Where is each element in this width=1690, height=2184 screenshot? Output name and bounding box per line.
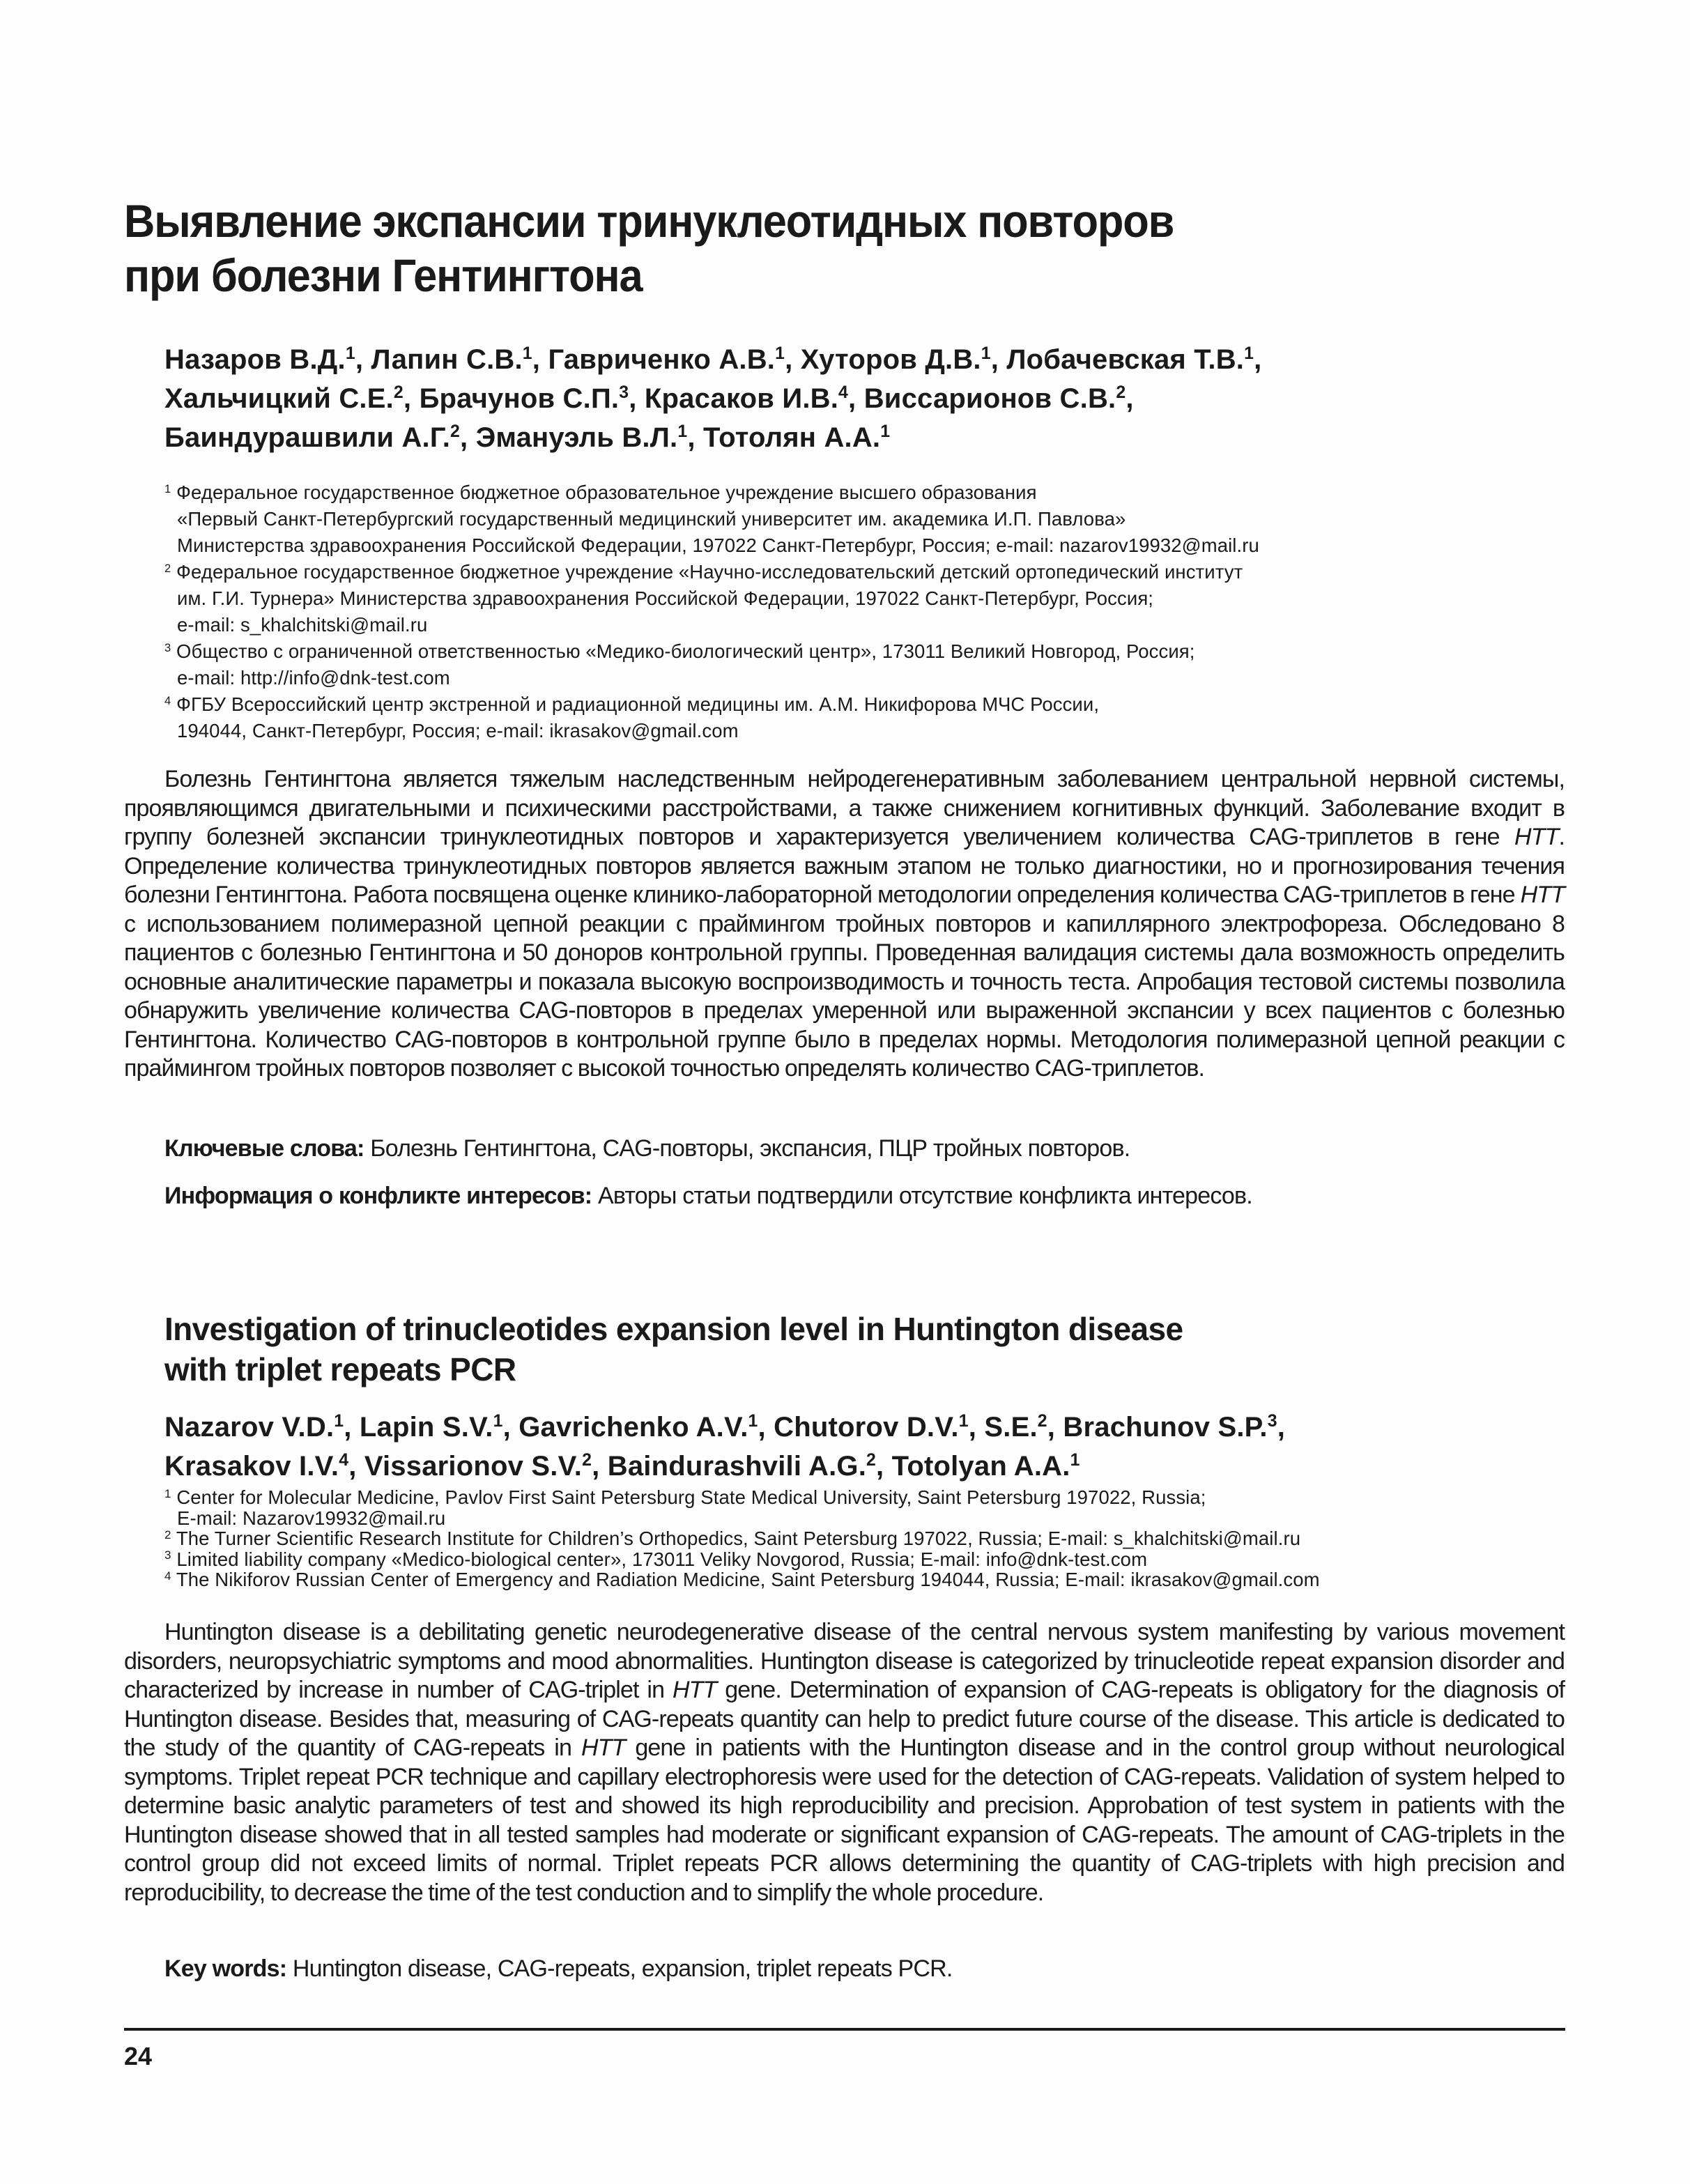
russian-title bbox=[124, 194, 1420, 302]
author bbox=[360, 1412, 503, 1443]
author-name: Nazarov V.D. bbox=[164, 1412, 335, 1443]
english-keywords-text: Huntington disease, CAG-repeats, expansion, triplet repeats PCR. bbox=[286, 1955, 953, 1982]
affiliation-marker: 1 bbox=[958, 1412, 969, 1431]
author-name: Брачунов С.П. bbox=[419, 383, 620, 414]
affiliation-text: Федеральное государственное бюджетное учреждение «Научно-исследовательский детский ортопедический институт bbox=[176, 561, 1243, 583]
affiliation-number: 2 bbox=[164, 562, 171, 575]
russian-title-line-1: Выявление экспансии тринуклеотидных повторов bbox=[124, 195, 1174, 247]
author-name: Krasakov I.V. bbox=[164, 1451, 339, 1482]
affiliation-text: The Turner Scientific Research Institute for Children’s Orthopedics, Saint Petersburg 197022, Russia; E-mail: s_khalchitski@mail.ru bbox=[176, 1528, 1301, 1549]
affiliation-marker: 1 bbox=[1070, 1451, 1080, 1470]
affiliation-number: 3 bbox=[164, 641, 171, 654]
affiliation-text: E-mail: Nazarov19932@mail.ru bbox=[177, 1507, 446, 1529]
author-name: S.E. bbox=[984, 1412, 1038, 1443]
affiliation-marker: 2 bbox=[450, 422, 461, 442]
english-abstract bbox=[124, 1618, 1565, 1907]
affiliation-text: The Nikiforov Russian Center of Emergency and Radiation Medicine, Saint Petersburg 194044, Russia; E-mail: ikrasakov@gmail.com bbox=[176, 1569, 1320, 1590]
russian-title-line-2: при болезни Гентингтона bbox=[124, 249, 643, 301]
russian-abstract-paragraph: Болезнь Гентингтона является тяжелым наследственным нейродегенеративным заболеванием центральной нервной системы, проявляющимся двигательными и психическими расстройствами, а также снижением когнитивных функций. Заболевание входит в группу болезней экспансии тринуклеотидных повторов и характеризуется увеличением количества CAG-триплетов в гене HTT. Определение количества тринуклеотидных повторов является важным этапом не только диагностики, но и прогнозирования течения болезни Гентингтона. Работа посвящена оценке клинико-лабораторной методологии определения количества CAG-триплетов в гене HTT с использованием полимеразной цепной реакции с праймингом тройных повторов и капиллярного электрофореза. Обследовано 8 пациентов с болезнью Гентингтона и 50 доноров контрольной группы. Проведенная валидация системы дала возможность определить основные аналитические параметры и показала высокую воспроизводимость и точность теста. Апробация тестовой системы позволила обнаружить увеличение количества CAG-повторов в пределах умеренной или выраженной экспансии у всех пациентов с болезнью Гентингтона. Количество CAG-повторов в контрольной группе было в пределах нормы. Методология полимеразной цепной реакции с праймингом тройных повторов позволяет с высокой точностью определять количество CAG-триплетов. bbox=[124, 766, 1565, 1082]
affiliation-text: e-mail: http://info@dnk-test.com bbox=[177, 667, 450, 689]
author bbox=[892, 1451, 1080, 1482]
affiliation-marker: 2 bbox=[866, 1451, 877, 1470]
english-keywords-label: Key words: bbox=[164, 1955, 287, 1982]
author-name: Chutorov D.V. bbox=[774, 1412, 959, 1443]
affiliation-line bbox=[164, 1528, 1523, 1549]
english-title-line-2: with triplet repeats PCR bbox=[164, 1351, 516, 1387]
affiliation-line bbox=[164, 1508, 1523, 1529]
affiliation-marker: 1 bbox=[981, 344, 991, 364]
author bbox=[164, 1451, 348, 1482]
author bbox=[164, 1412, 344, 1443]
author-name: Эмануэль В.Л. bbox=[475, 422, 678, 453]
affiliation-marker: 1 bbox=[880, 422, 891, 442]
conflict-of-interest bbox=[164, 1181, 1558, 1210]
footer-divider bbox=[124, 2028, 1565, 2031]
affiliation-text: Министерства здравоохранения Российской Федерации, 197022 Санкт-Петербург, Россия; e-mail: nazarov19932@mail.ru bbox=[177, 535, 1259, 556]
english-author-list: Nazarov V.D.$^1$, Lapin S.V.$^1$, Gavrichenko A.V.$^1$, Chutorov D.V.$^1$, S.E.$^2$, Brachunov S.P.$^3$, Krasakov I.V.$^4$, Vissarionov S.V.$^2$, Baindurashvili A.G.$^2$, Totolyan A.A.$^1$ bbox=[164, 1412, 1286, 1482]
affiliation-line bbox=[164, 718, 1523, 744]
affiliation-number: 1 bbox=[164, 482, 171, 495]
gene-name: HTT bbox=[581, 1735, 626, 1761]
affiliation-number: 1 bbox=[164, 1486, 171, 1500]
affiliation-marker: 1 bbox=[1244, 344, 1254, 364]
affiliation-marker: 2 bbox=[582, 1451, 592, 1470]
author bbox=[420, 383, 629, 414]
english-affiliations bbox=[164, 1487, 1523, 1590]
author bbox=[518, 1412, 758, 1443]
affiliation-marker: 2 bbox=[1116, 383, 1126, 403]
affiliation-text: Center for Molecular Medicine, Pavlov First Saint Petersburg State Medical University, Saint Petersburg 197022, Russia; bbox=[176, 1486, 1206, 1508]
affiliation-marker: 2 bbox=[393, 383, 404, 403]
gene-name: HTT bbox=[672, 1677, 717, 1703]
author bbox=[608, 1451, 876, 1482]
author-name: Vissarionov S.V. bbox=[364, 1451, 583, 1482]
english-keywords bbox=[164, 1954, 1558, 1983]
affiliation-marker: 1 bbox=[775, 344, 785, 364]
author bbox=[801, 344, 991, 375]
affiliation-marker: 4 bbox=[339, 1451, 349, 1470]
author bbox=[164, 383, 404, 414]
affiliation-line bbox=[164, 1569, 1523, 1590]
affiliation-marker: 2 bbox=[1037, 1412, 1047, 1431]
affiliation-line bbox=[164, 506, 1523, 532]
author-name: Баиндурашвили А.Г. bbox=[164, 422, 451, 453]
affiliation-line bbox=[164, 1549, 1523, 1570]
affiliation-line bbox=[164, 665, 1523, 691]
author bbox=[774, 1412, 969, 1443]
english-title bbox=[164, 1309, 1489, 1390]
english-abstract-paragraph: Huntington disease is a debilitating genetic neurodegenerative disease of the central nervous system manifesting by various movement disorders, neuropsychiatric symptoms and mood abnormalities. Huntington disease is categorized by trinucleotide repeat expansion disorder and characterized by increase in number of CAG-triplet in HTT gene. Determination of expansion of CAG-repeats is obligatory for the diagnosis of Huntington disease. Besides that, measuring of CAG-repeats quantity can help to predict future course of the disease. This article is dedicated to the study of the quantity of CAG-repeats in HTT gene in patients with the Huntington disease and in the control group without neurological symptoms. Triplet repeat PCR technique and capillary electrophoresis were used for the detection of CAG-repeats. Validation of system helped to determine basic analytic parameters of test and showed its high reproducibility and precision. Approbation of test system in patients with the Huntington disease showed that in all tested samples had moderate or significant expansion of CAG-repeats. The amount of CAG-triplets in the control group did not exceed limits of normal. Triplet repeats PCR allows determining the quantity of CAG-triplets with high precision and reproducibility, to decrease the time of the test conduction and to simplify the whole procedure. bbox=[124, 1619, 1565, 1906]
affiliation-number: 2 bbox=[164, 1528, 171, 1541]
author-name: Brachunov S.P. bbox=[1063, 1412, 1268, 1443]
affiliation-marker: 1 bbox=[334, 1412, 344, 1431]
russian-keywords bbox=[164, 1134, 1558, 1163]
affiliation-number: 3 bbox=[164, 1548, 171, 1562]
affiliation-line bbox=[164, 691, 1523, 718]
author-name: Gavrichenko A.V. bbox=[518, 1412, 748, 1443]
affiliation-number: 4 bbox=[164, 694, 171, 707]
affiliation-text: ФГБУ Всероссийский центр экстренной и радиационной медицины им. А.М. Никифорова МЧС России, bbox=[176, 693, 1100, 715]
affiliation-text: 194044, Санкт-Петербург, Россия; e-mail: ikrasakov@gmail.com bbox=[177, 720, 739, 741]
author bbox=[645, 383, 848, 414]
affiliation-text: им. Г.И. Турнера» Министерства здравоохранения Российской Федерации, 197022 Санкт-Петербург, Россия; bbox=[177, 587, 1154, 609]
author-name: Хальчицкий С.Е. bbox=[164, 383, 394, 414]
affiliation-marker: 1 bbox=[677, 422, 688, 442]
author bbox=[703, 422, 890, 453]
gene-name: HTT bbox=[1520, 882, 1565, 908]
affiliation-text: Федеральное государственное бюджетное образовательное учреждение высшего образования bbox=[176, 482, 1037, 503]
author bbox=[164, 344, 355, 375]
affiliation-number: 4 bbox=[164, 1569, 171, 1583]
affiliation-text: Limited liability company «Medico-biological center», 173011 Veliky Novgorod, Russia; E-mail: info@dnk-test.com bbox=[176, 1548, 1148, 1570]
affiliation-text: «Первый Санкт-Петербургский государственный медицинский университет им. академика И.П. Павлова» bbox=[177, 508, 1126, 530]
author-name: Гавриченко А.В. bbox=[548, 344, 776, 375]
author-name: Тотолян А.А. bbox=[702, 422, 881, 453]
conflict-label: Информация о конфликте интересов: bbox=[164, 1183, 592, 1209]
affiliation-marker: 1 bbox=[522, 344, 532, 364]
author-name: Назаров В.Д. bbox=[164, 344, 346, 375]
affiliation-line bbox=[164, 1487, 1523, 1508]
conflict-text: Авторы статьи подтвердили отсутствие конфликта интересов. bbox=[592, 1183, 1252, 1209]
author-name: Виссарионов С.В. bbox=[863, 383, 1116, 414]
author-name: Totolyan A.A. bbox=[891, 1451, 1070, 1482]
russian-keywords-text: Болезнь Гентингтона, CAG-повторы, экспансия, ПЦР тройных повторов. bbox=[364, 1135, 1130, 1162]
russian-abstract bbox=[124, 765, 1565, 1084]
english-title-line-1: Investigation of trinucleotides expansion level in Huntington disease bbox=[164, 1311, 1183, 1347]
author-name: Хуторов Д.В. bbox=[800, 344, 981, 375]
affiliation-marker: 3 bbox=[619, 383, 629, 403]
affiliation-line bbox=[164, 532, 1523, 559]
gene-name: HTT bbox=[1514, 824, 1559, 850]
author bbox=[476, 422, 688, 453]
author bbox=[164, 422, 460, 453]
affiliation-line bbox=[164, 585, 1523, 612]
author-name: Лобачевская Т.В. bbox=[1006, 344, 1245, 375]
author bbox=[1006, 344, 1254, 375]
author-name: Красаков И.В. bbox=[644, 383, 839, 414]
author bbox=[364, 1451, 592, 1482]
author-name: Lapin S.V. bbox=[359, 1412, 493, 1443]
author bbox=[864, 383, 1126, 414]
affiliation-line bbox=[164, 559, 1523, 585]
affiliation-marker: 4 bbox=[838, 383, 849, 403]
author-name: Baindurashvili A.G. bbox=[607, 1451, 867, 1482]
author bbox=[984, 1412, 1047, 1443]
affiliation-line bbox=[164, 612, 1523, 638]
affiliation-text: e-mail: s_khalchitski@mail.ru bbox=[177, 614, 428, 636]
russian-affiliations bbox=[164, 479, 1523, 744]
affiliation-marker: 1 bbox=[493, 1412, 503, 1431]
affiliation-marker: 1 bbox=[748, 1412, 758, 1431]
russian-author-list: Назаров В.Д.$^1$, Лапин С.В.$^1$, Гавриченко А.В.$^1$, Хуторов Д.В.$^1$, Лобачевская Т.В.$^1$, Хальчицкий С.Е.$^2$, Брачунов С.П.$^3$, Красаков И.В.$^4$, Виссарионов С.В.$^2$, Баиндурашвили А.Г.$^2$, Эмануэль В.Л.$^1$, Тотолян А.А.$^1$ bbox=[164, 344, 1262, 453]
affiliation-marker: 1 bbox=[345, 344, 355, 364]
affiliation-text: Общество с ограниченной ответственностью «Медико-биологический центр», 173011 Великий Новгород, Россия; bbox=[176, 640, 1195, 662]
russian-keywords-label: Ключевые слова: bbox=[164, 1135, 364, 1162]
affiliation-line bbox=[164, 638, 1523, 665]
page-number: 24 bbox=[124, 2042, 153, 2070]
affiliation-line bbox=[164, 479, 1523, 506]
affiliation-marker: 3 bbox=[1267, 1412, 1277, 1431]
author bbox=[548, 344, 785, 375]
author bbox=[371, 344, 532, 375]
author bbox=[1063, 1412, 1277, 1443]
author-name: Лапин С.В. bbox=[371, 344, 523, 375]
